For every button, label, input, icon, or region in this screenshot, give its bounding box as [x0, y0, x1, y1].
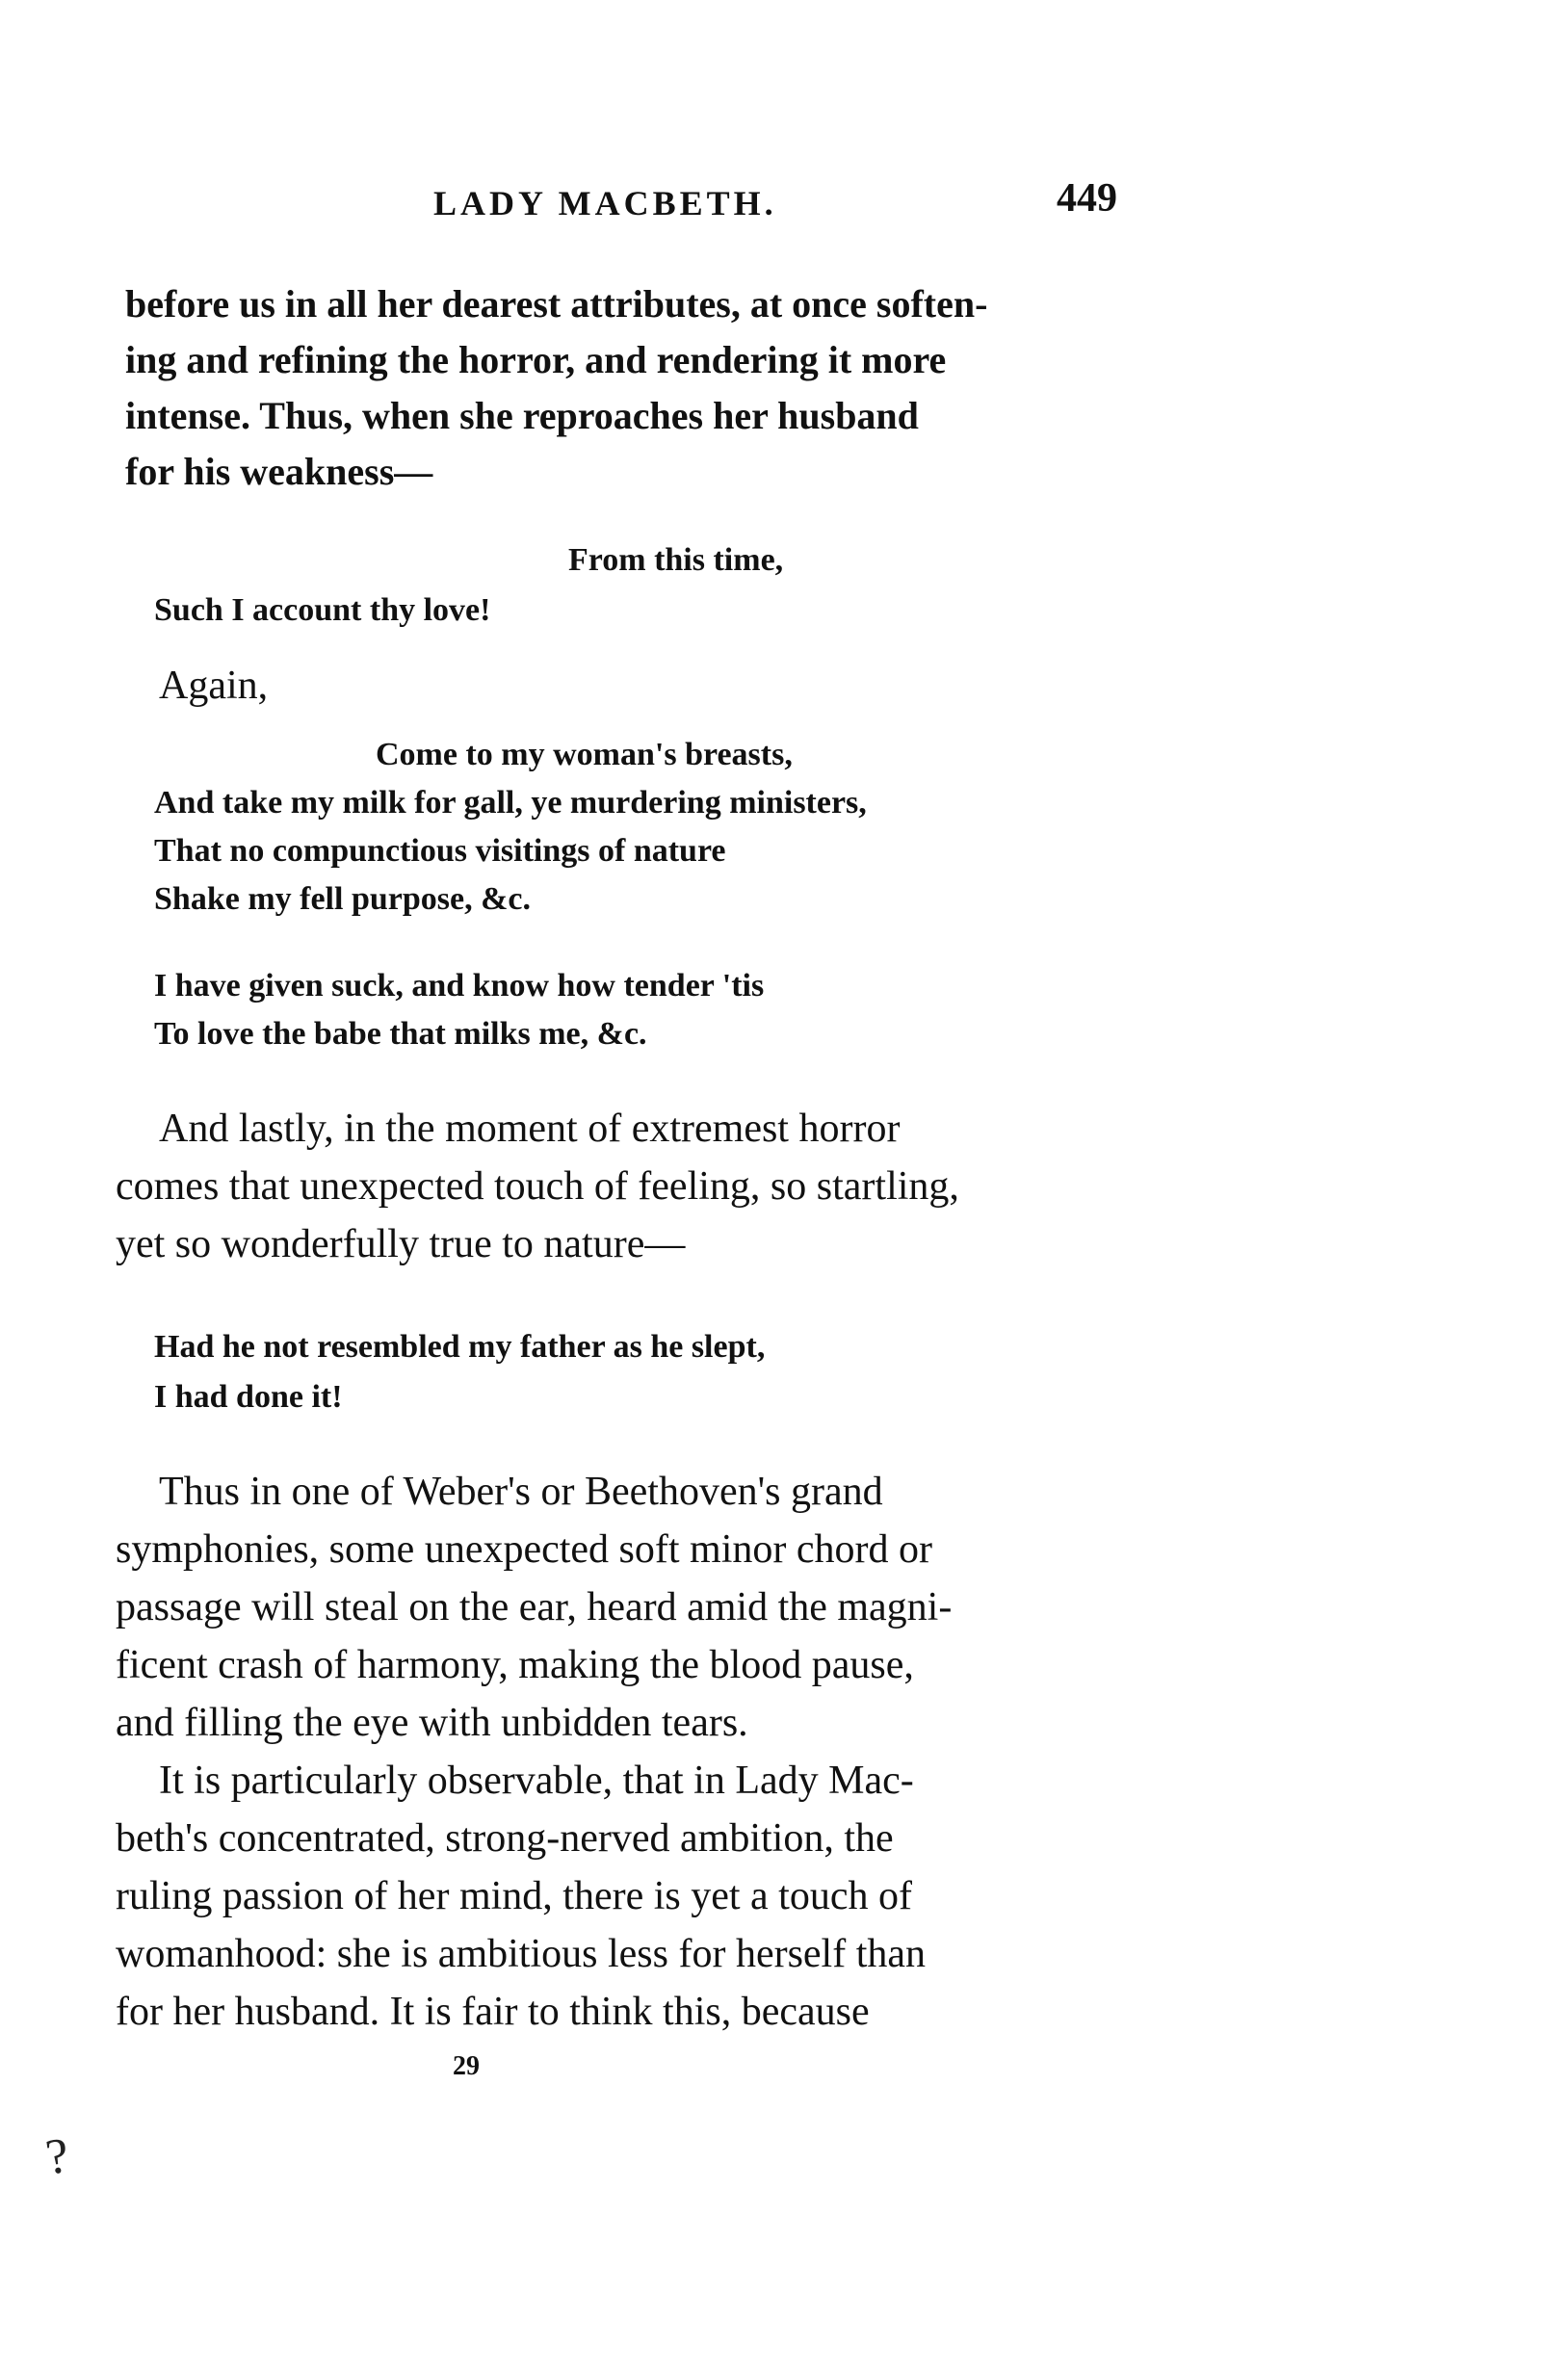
- paragraph-3-line-5: and filling the eye with unbidden tears.: [116, 1701, 748, 1745]
- paragraph-1-line-3: intense. Thus, when she reproaches her husband: [125, 394, 919, 437]
- quote-3-line-1: I have given suck, and know how tender 'tis: [154, 968, 765, 1004]
- paragraph-3-line-3: passage will steal on the ear, heard amid the magni-: [116, 1585, 953, 1629]
- paragraph-4-line-3: ruling passion of her mind, there is yet a touch of: [116, 1874, 912, 1918]
- quote-2-line-3: That no compunctious visitings of nature: [154, 833, 726, 869]
- quote-2-line-4: Shake my fell purpose, &c.: [154, 881, 531, 917]
- paragraph-4-line-5: for her husband. It is fair to think this, because: [116, 1990, 870, 2034]
- running-title: LADY MACBETH.: [433, 184, 777, 222]
- again-label: Again,: [159, 664, 269, 708]
- paragraph-3-line-2: symphonies, some unexpected soft minor chord or: [116, 1527, 932, 1572]
- paragraph-3-line-4: ficent crash of harmony, making the blood pause,: [116, 1643, 914, 1687]
- paragraph-1-line-4: for his weakness—: [125, 450, 433, 493]
- paragraph-2-line-1: And lastly, in the moment of extremest horror: [159, 1107, 901, 1151]
- signature-mark: 29: [453, 2051, 480, 2081]
- stray-mark: ?: [42, 2127, 72, 2186]
- quote-1-line-2: Such I account thy love!: [154, 592, 491, 628]
- quote-4-line-1: Had he not resembled my father as he slept,: [154, 1329, 766, 1365]
- paragraph-1-line-2: ing and refining the horror, and rendering it more: [125, 338, 947, 381]
- quote-3-line-2: To love the babe that milks me, &c.: [154, 1016, 647, 1052]
- quote-1-line-1: From this time,: [568, 542, 784, 578]
- paragraph-2-line-2: comes that unexpected touch of feeling, so startling,: [116, 1164, 959, 1209]
- quote-4-line-2: I had done it!: [154, 1379, 343, 1415]
- paragraph-2-line-3: yet so wonderfully true to nature—: [116, 1222, 686, 1266]
- paragraph-4-line-2: beth's concentrated, strong-nerved ambition, the: [116, 1816, 894, 1861]
- paragraph-4-line-1: It is particularly observable, that in Lady Mac-: [159, 1759, 914, 1803]
- page-header: [125, 176, 1117, 241]
- quote-2-line-2: And take my milk for gall, ye murdering ministers,: [154, 785, 867, 821]
- page-number: 449: [1057, 176, 1117, 221]
- paragraph-1-line-1: before us in all her dearest attributes, at once soften-: [125, 282, 988, 326]
- paragraph-4-line-4: womanhood: she is ambitious less for herself than: [116, 1932, 927, 1976]
- paragraph-3-line-1: Thus in one of Weber's or Beethoven's grand: [159, 1470, 883, 1514]
- quote-2-line-1: Come to my woman's breasts,: [376, 737, 793, 772]
